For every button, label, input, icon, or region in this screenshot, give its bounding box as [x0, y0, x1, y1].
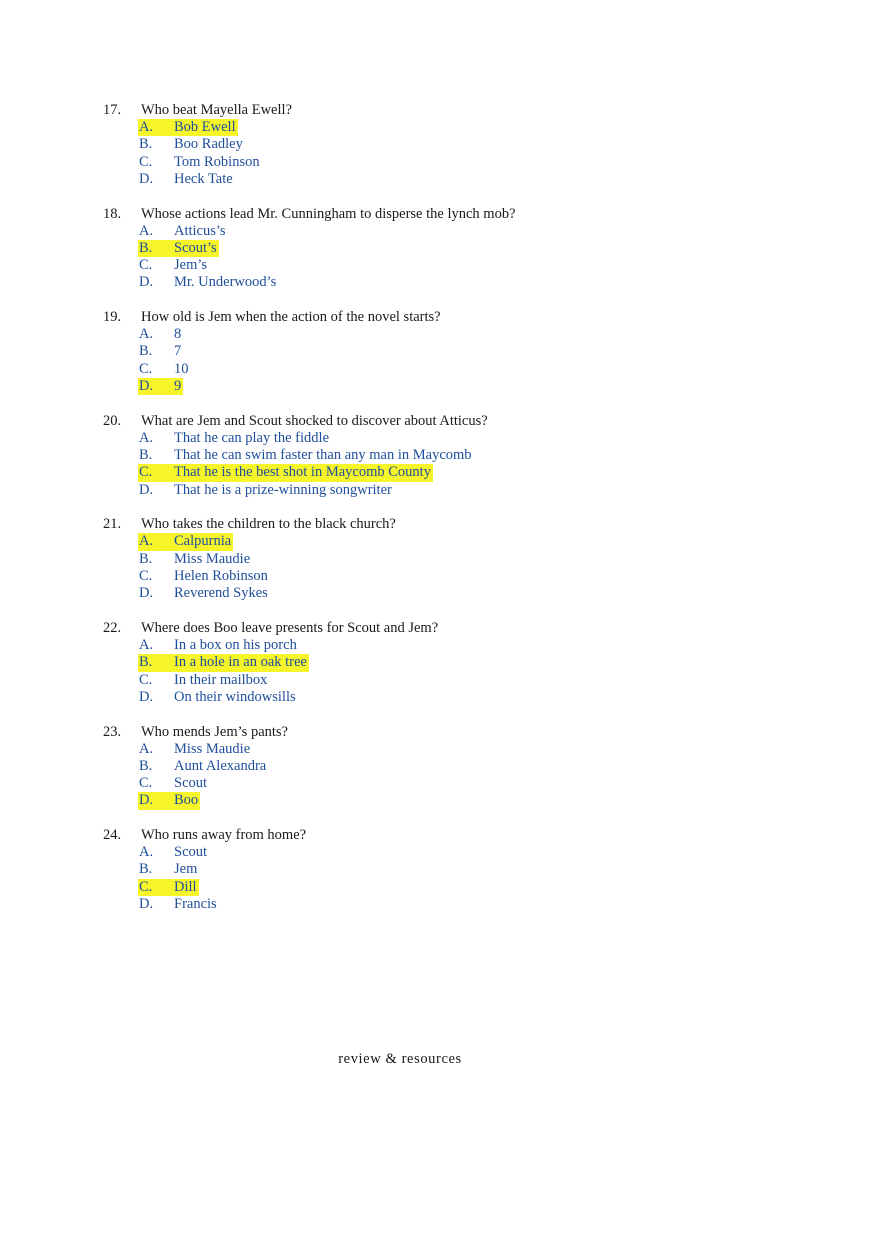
question-block — [0, 412, 880, 512]
answer-options — [0, 532, 880, 601]
question-block — [0, 205, 880, 305]
option-text: Boo Radley — [174, 136, 243, 153]
option-text: 10 — [174, 360, 189, 377]
answer-options — [0, 429, 880, 498]
option-text: On their windowsills — [174, 688, 296, 705]
question-block — [0, 308, 880, 408]
option-letter: D. — [139, 896, 154, 913]
option-letter: D. — [139, 688, 154, 705]
option-text: That he can swim faster than any man in Maycomb — [174, 447, 472, 464]
answer-option — [138, 758, 268, 775]
option-letter: D. — [139, 378, 154, 395]
question-number: 23. — [103, 723, 122, 740]
option-letter: C. — [139, 464, 153, 481]
option-text: Scout — [174, 775, 208, 792]
question-number: 19. — [103, 309, 122, 326]
answer-options — [0, 222, 880, 291]
option-text: Atticus’s — [174, 222, 226, 239]
question-block — [0, 619, 880, 719]
answer-option — [138, 136, 245, 153]
answer-options — [0, 636, 880, 705]
answer-options — [0, 843, 880, 912]
option-letter: D. — [139, 170, 154, 187]
option-text: In a box on his porch — [174, 637, 297, 653]
answer-option — [138, 551, 252, 568]
question-number: 21. — [103, 516, 122, 533]
answer-option — [138, 861, 199, 878]
option-text: Francis — [174, 896, 217, 913]
option-text: Reverend Sykes — [174, 585, 268, 602]
answer-option — [138, 171, 235, 188]
option-text: That he can play the fiddle — [174, 429, 330, 446]
option-letter: B. — [139, 343, 153, 360]
option-letter: A. — [139, 429, 154, 446]
question-number: 17. — [103, 102, 122, 118]
option-letter: A. — [139, 326, 154, 343]
question-number: 18. — [103, 205, 122, 222]
option-text: Miss Maudie — [174, 550, 251, 567]
question-block — [0, 723, 880, 823]
option-letter: A. — [139, 533, 154, 550]
option-letter: B. — [139, 654, 153, 671]
option-letter: C. — [139, 878, 153, 895]
question-text: How old is Jem when the action of the novel starts? — [141, 309, 441, 326]
answer-option — [138, 844, 209, 861]
option-text: In a hole in an oak tree — [174, 654, 307, 671]
highlighted-correct-option — [138, 792, 200, 809]
option-text: Dill — [174, 878, 197, 895]
option-text: 7 — [174, 343, 182, 360]
answer-option — [138, 482, 394, 499]
answer-option — [138, 430, 331, 447]
option-text: Miss Maudie — [174, 740, 251, 757]
option-text: Scout — [174, 844, 208, 861]
answer-option — [138, 775, 209, 792]
option-letter: B. — [139, 447, 153, 464]
option-letter: D. — [139, 585, 154, 602]
option-text: Scout’s — [174, 239, 217, 256]
option-text: Calpurnia — [174, 533, 232, 550]
highlighted-correct-option — [138, 240, 219, 257]
highlighted-correct-option — [138, 378, 183, 395]
question-text: Who takes the children to the black church? — [141, 516, 396, 533]
highlighted-correct-option — [138, 533, 233, 550]
option-letter: A. — [139, 740, 154, 757]
option-letter: B. — [139, 550, 153, 567]
option-letter: D. — [139, 792, 154, 809]
answer-option — [138, 672, 269, 689]
option-letter: C. — [139, 775, 153, 792]
option-text: Heck Tate — [174, 170, 233, 187]
option-letter: A. — [139, 844, 154, 861]
option-text: In their mailbox — [174, 671, 268, 688]
answer-option — [138, 447, 474, 464]
answer-option — [138, 326, 183, 343]
answer-option — [138, 154, 262, 171]
answer-option — [138, 896, 219, 913]
highlighted-correct-option — [138, 879, 199, 896]
highlighted-correct-option — [138, 119, 238, 136]
answer-option — [138, 585, 270, 602]
question-text: Who mends Jem’s pants? — [141, 723, 288, 740]
page-footer: review & resources — [338, 1051, 462, 1067]
answer-options — [0, 325, 880, 394]
question-text: Who runs away from home? — [141, 827, 307, 844]
question-number: 22. — [103, 620, 122, 636]
option-letter: C. — [139, 360, 153, 377]
question-block — [0, 826, 880, 926]
option-text: 9 — [174, 378, 182, 395]
answer-option — [138, 223, 228, 240]
answer-options — [0, 118, 880, 187]
answer-option — [138, 568, 270, 585]
answer-option — [138, 741, 252, 758]
option-letter: B. — [139, 861, 153, 878]
option-text: Boo — [174, 792, 199, 809]
question-text: Where does Boo leave presents for Scout and Jem? — [141, 620, 439, 636]
option-letter: D. — [139, 481, 154, 498]
option-letter: C. — [139, 671, 153, 688]
option-text: Aunt Alexandra — [174, 757, 267, 774]
option-letter: A. — [139, 222, 154, 239]
option-letter: C. — [139, 257, 153, 274]
answer-option — [138, 257, 209, 274]
answer-option — [138, 637, 299, 654]
question-number: 24. — [103, 827, 122, 844]
option-letter: B. — [139, 239, 153, 256]
option-text: Mr. Underwood’s — [174, 274, 277, 291]
highlighted-correct-option — [138, 654, 309, 671]
answer-option — [138, 274, 278, 291]
question-text: What are Jem and Scout shocked to discover about Atticus? — [141, 412, 488, 429]
option-letter: D. — [139, 274, 154, 291]
question-text: Who beat Mayella Ewell? — [141, 102, 292, 118]
option-text: Bob Ewell — [174, 119, 236, 135]
option-text: Helen Robinson — [174, 567, 268, 584]
option-letter: B. — [139, 136, 153, 153]
highlighted-correct-option — [138, 464, 433, 481]
question-block — [0, 101, 880, 201]
option-letter: A. — [139, 637, 154, 653]
question-number: 20. — [103, 412, 122, 429]
option-text: Jem’s — [174, 257, 208, 274]
option-letter: B. — [139, 757, 153, 774]
option-text: That he is a prize-winning songwriter — [174, 481, 392, 498]
question-text: Whose actions lead Mr. Cunningham to disperse the lynch mob? — [141, 205, 516, 222]
question-block — [0, 515, 880, 615]
option-letter: C. — [139, 567, 153, 584]
answer-option — [138, 361, 191, 378]
answer-option — [138, 689, 298, 706]
answer-options — [0, 740, 880, 809]
option-text: That he is the best shot in Maycomb County — [174, 464, 431, 481]
answer-option — [138, 343, 183, 360]
option-letter: C. — [139, 153, 153, 170]
option-text: 8 — [174, 326, 182, 343]
option-text: Jem — [174, 861, 198, 878]
option-letter: A. — [139, 119, 154, 135]
option-text: Tom Robinson — [174, 153, 260, 170]
